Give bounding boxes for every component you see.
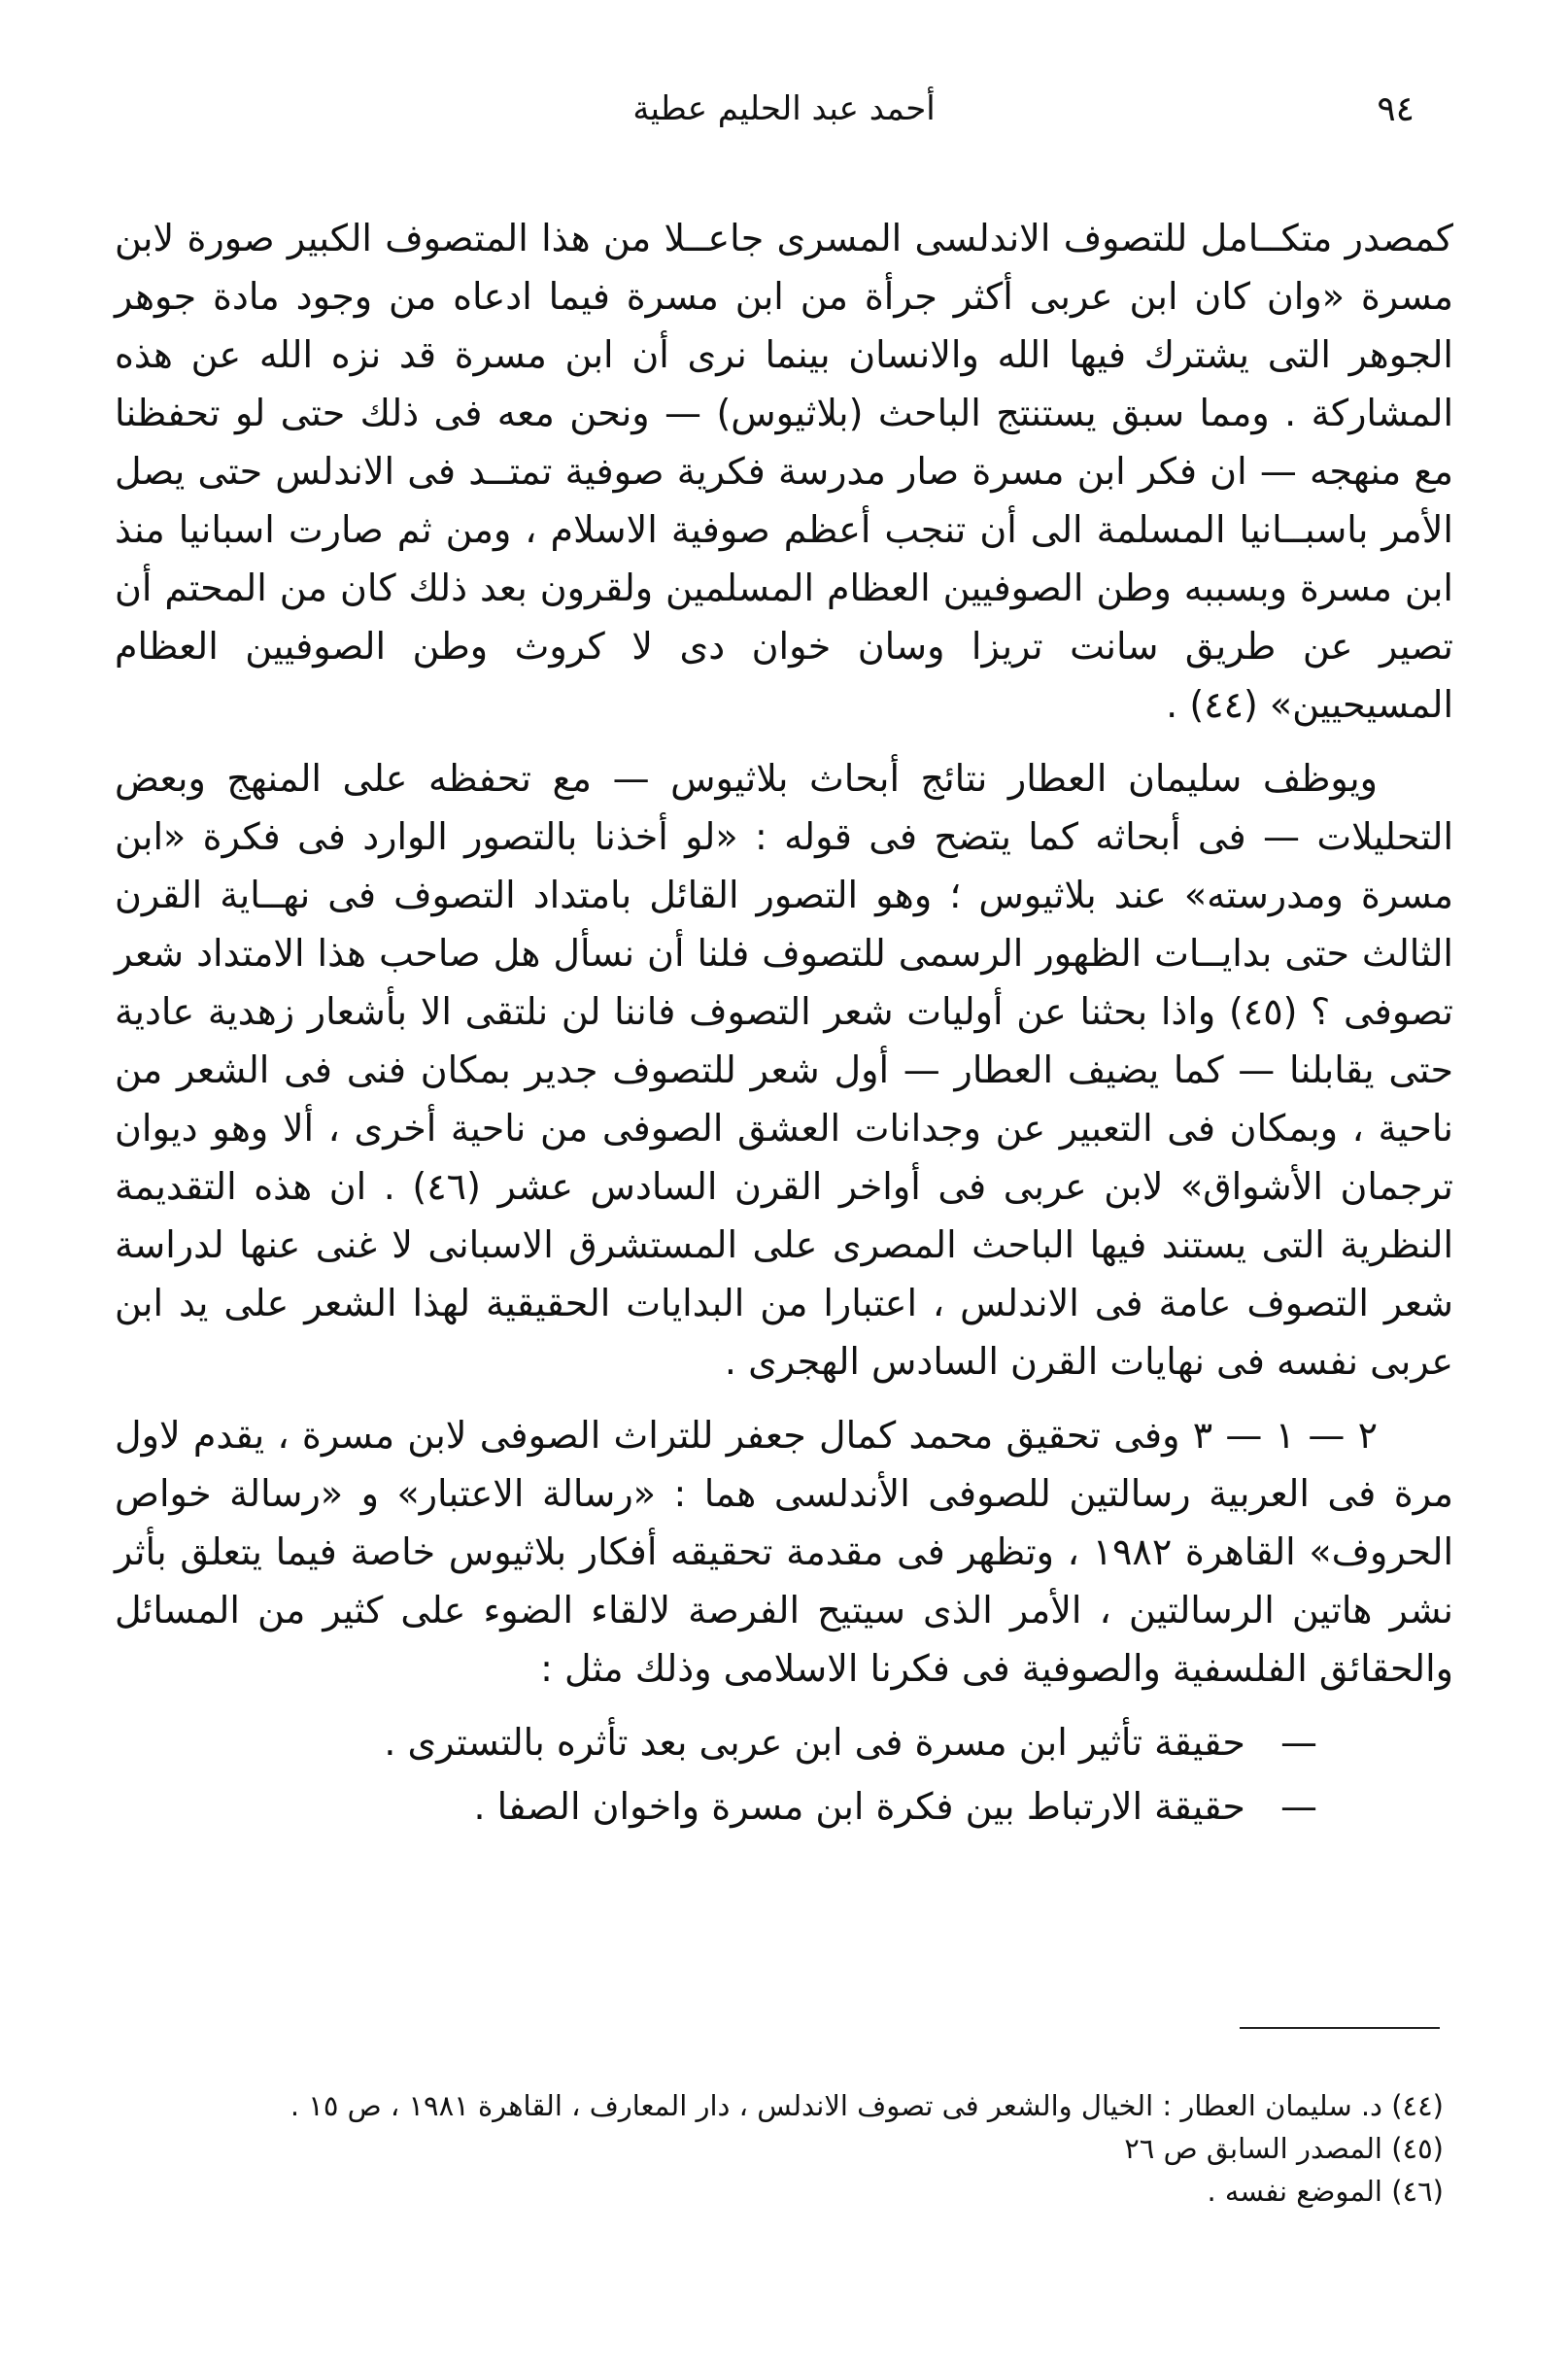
bullet-text: حقيقة الارتباط بين فكرة ابن مسرة واخوان الصفا .: [473, 1785, 1245, 1828]
bullet-list: [115, 1713, 1453, 1836]
footnote-46: (٤٦) الموضع نفسه .: [1207, 2175, 1444, 2208]
bullet-dash: —: [1280, 1721, 1317, 1764]
page-number: ٩٤: [1377, 89, 1415, 129]
paragraph-2: ويوظف سليمان العطار نتائج أبحاث بلاثيوس — مع تحفظه على المنهج وبعض التحليلات — فى أبحاثه كما يتضح فى قوله : «لو أخذنا بالتصور الوارد فى فكرة «ابن مسرة ومدرسته» عند بلاثيوس ؛ وهو التصور القائل بامتداد التصوف فى نهــاية القرن الثالث حتى بدايــات الظهور الرسمى للتصوف فلنا أن نسأل هل صاحب هذا الامتداد شعر تصوفى ؟ (٤٥) واذا بحثنا عن أوليات شعر التصوف فاننا لن نلتقى الا بأشعار زهدية عادية حتى يقابلنا — كما يضيف العطار — أول شعر للتصوف جدير بمكان فنى فى الشعر من ناحية ، وبمكان فى التعبير عن وجدانات العشق الصوفى من ناحية أخرى ، ألا وهو ديوان ترجمان الأشواق» لابن عربى فى أواخر القرن السادس عشر (٤٦) . ان هذه التقديمة النظرية التى يستند فيها الباحث المصرى على المستشرق الاسبانى لا غنى عنها لدراسة شعر التصوف عامة فى الاندلس ، اعتبارا من البدايات الحقيقية لهذا الشعر على يد ابن عربى نفسه فى نهايات القرن السادس الهجرى .: [115, 757, 1453, 1383]
footnote-divider: [1240, 2027, 1440, 2029]
page-header: [115, 89, 1453, 148]
list-item: [115, 1777, 1317, 1836]
paragraph-3: ٢ — ١ — ٣ وفى تحقيق محمد كمال جعفر للتراث الصوفى لابن مسرة ، يقدم لاول مرة فى العربية رسالتين للصوفى الأندلسى هما : «رسالة الاعتبار» و «رسالة خواص الحروف» القاهرة ١٩٨٢ ، وتظهر فى مقدمة تحقيقه أفكار بلاثيوس خاصة فيما يتعلق بأثر نشر هاتين الرسالتين ، الأمر الذى سيتيح الفرصة لالقاء الضوء على كثير من المسائل والحقائق الفلسفية والصوفية فى فكرنا الاسلامى وذلك مثل :: [115, 1414, 1453, 1690]
bullet-text: حقيقة تأثير ابن مسرة فى ابن عربى بعد تأثره بالتسترى .: [384, 1721, 1245, 1764]
footnotes: [115, 2084, 1444, 2213]
paragraph-1: كمصدر متكــامل للتصوف الاندلسى المسرى جاعــلا من هذا المتصوف الكبير صورة لابن مسرة «وان كان ابن عربى أكثر جرأة من ابن مسرة فيما ادعاه من وجود مادة جوهر الجوهر التى يشترك فيها الله والانسان بينما نرى أن ابن مسرة قد نزه الله عن هذه المشاركة . ومما سبق يستنتج الباحث (بلاثيوس) — ونحن معه فى ذلك حتى لو تحفظنا مع منهجه — ان فكر ابن مسرة صار مدرسة فكرية صوفية تمتــد فى الاندلس حتى يصل الأمر باسبــانيا المسلمة الى أن تنجب أعظم صوفية الاسلام ، ومن ثم صارت اسبانيا منذ ابن مسرة وبسببه وطن الصوفيين العظام المسلمين ولقرون بعد ذلك كان من المحتم أن تصير عن طريق سانت تريزا وسان خوان دى لا كروث وطن الصوفيين العظام المسيحيين» (٤٤) .: [115, 217, 1453, 726]
footnote-45: (٤٥) المصدر السابق ص ٢٦: [1124, 2132, 1444, 2165]
body-text: [115, 209, 1453, 1841]
footnote-44: (٤٤) د. سليمان العطار : الخيال والشعر فى تصوف الاندلس ، دار المعارف ، القاهرة ١٩٨١ ، ص ١٥ .: [290, 2089, 1444, 2122]
list-item: [115, 1713, 1317, 1771]
running-head: أحمد عبد الحليم عطية: [632, 89, 936, 128]
bullet-dash: —: [1280, 1785, 1317, 1828]
